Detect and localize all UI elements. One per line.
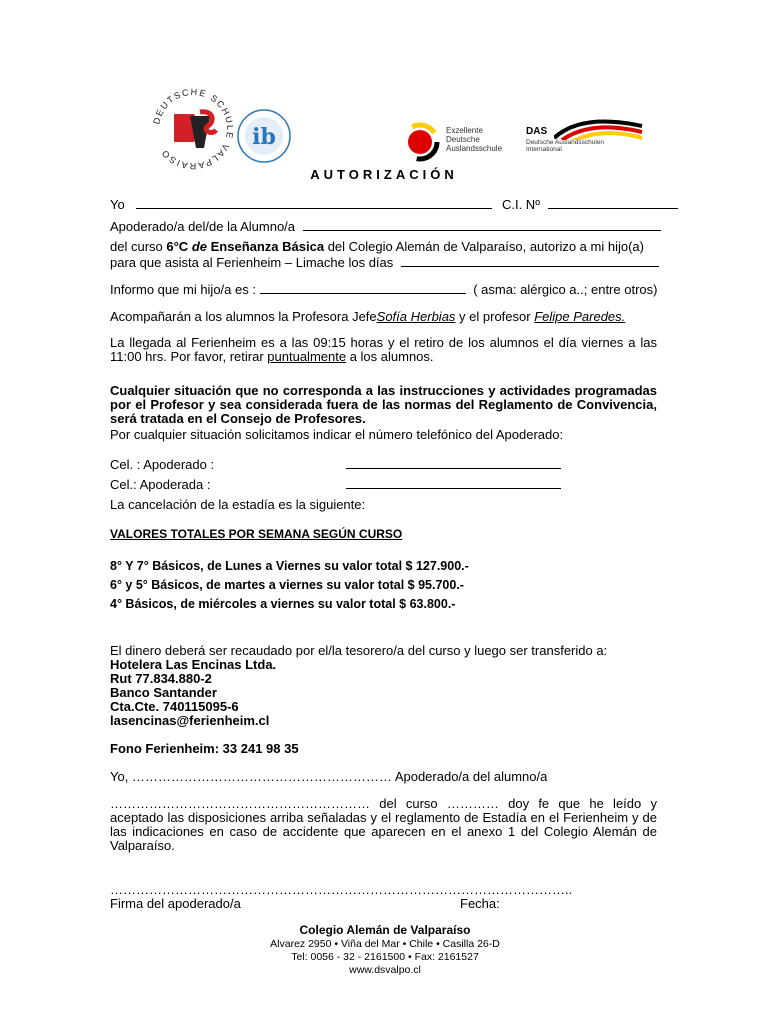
ib-logo: [236, 108, 292, 164]
cel-apoderado-row: [110, 456, 561, 472]
ib-mark: ib: [252, 124, 276, 150]
ci-label: C.I. Nº: [501, 197, 540, 212]
dias-field[interactable]: [401, 254, 659, 267]
footer-name: Colegio Alemán de Valparaíso: [299, 923, 471, 937]
exzellente-line: Deutsche: [446, 135, 480, 144]
cancelacion-text: La cancelación de la estadía es la siguiente:: [110, 497, 366, 512]
das-line: Deutsche Auslandsschulen: [526, 139, 605, 146]
exzellente-line: Auslandsschule: [446, 144, 503, 153]
acomp-mid: y el profesor: [459, 309, 531, 324]
cel-apoderada-label: Cel.: Apoderada :: [110, 477, 211, 492]
curso-de: de: [191, 239, 207, 254]
payment-intro: El dinero deberá ser recaudado por el/la tesorero/a del curso y luego ser transferido a:: [110, 643, 608, 658]
payment-account: Cta.Cte. 740115095-6: [110, 699, 239, 714]
price-item: 6° y 5° Básicos, de martes a viernes su valor total $ 95.700.-: [110, 578, 464, 592]
yo-label: Yo: [110, 197, 125, 212]
profesora-name: Sofía Herbias: [376, 309, 456, 324]
deutsche-schule-logo: [150, 86, 236, 172]
apoderado-row: [110, 218, 661, 234]
asista-text: para que asista al Ferienheim – Limache los días: [110, 255, 394, 270]
payment-phone: Fono Ferienheim: 33 241 98 35: [110, 741, 299, 756]
llegada-end: a los alumnos.: [349, 349, 434, 364]
apoderado-label: Apoderado/a del/de la Alumno/a: [110, 219, 296, 234]
llegada-underlined: puntualmente: [267, 349, 347, 364]
situacion-bold: Cualquier situación que no corresponda a las instrucciones y actividades programadas por el Profesor y sea considerada fuera de las normas del Reglamento de Convivencia, será tratada en el Consejo de Profesores.: [110, 383, 657, 426]
document-title: AUTORIZACIÓN: [310, 167, 458, 182]
price-item: 8° Y 7° Básicos, de Lunes a Viernes su valor total $ 127.900.-: [110, 559, 469, 573]
payment-rut: Rut 77.834.880-2: [110, 671, 212, 686]
footer-address: Alvarez 2950 • Viña del Mar • Chile • Casilla 26-D: [270, 938, 500, 950]
payment-email: lasencinas@ferienheim.cl: [110, 713, 270, 728]
cel-apoderado-label: Cel. : Apoderado :: [110, 457, 215, 472]
curso-text: del curso: [110, 239, 163, 254]
name-field[interactable]: [136, 196, 492, 209]
exzellente-line: Exzellente: [446, 126, 483, 135]
acomp-text: Acompañarán a los alumnos la Profesora Jefe: [110, 309, 377, 324]
asista-row: [110, 254, 659, 270]
signature-dots: ……………………………………………………………………………………………..: [110, 882, 573, 897]
curso-ensenanza: Enseñanza Básica: [210, 239, 325, 254]
condicion-field[interactable]: [260, 281, 466, 294]
das-abbr: DAS: [526, 126, 548, 137]
informo-text: Informo que mi hijo/a es :: [110, 282, 256, 297]
das-logo: [526, 118, 621, 160]
footer-tel: Tel: 0056 - 32 - 2161500 • Fax: 2161527: [291, 951, 479, 963]
informo-post: ( asma: alérgico a..; entre otros): [473, 282, 658, 297]
declaration-yo: Yo, …………………………………………………… Apoderado/a del alumno/a: [110, 769, 548, 784]
payment-bank: Banco Santander: [110, 685, 217, 700]
payment-company: Hotelera Las Encinas Ltda.: [110, 657, 277, 672]
declaration-paragraph: …………………………………………………… del curso ………… doy fe que he leído y aceptado las disposiciones arriba señaladas y el reglamento de Estadía en el Ferienheim y de las indicaciones en caso de accidente que aparecen en el anexo 1 del Colegio Alemán de Valparaíso.: [110, 796, 657, 853]
cel-apoderada-field[interactable]: [346, 476, 561, 489]
acomp-row: [110, 309, 625, 324]
profesor-name: Felipe Paredes.: [534, 309, 626, 324]
curso-post: del Colegio Alemán de Valparaíso, autorizo a mi hijo(a): [327, 239, 644, 254]
ci-field[interactable]: [548, 196, 678, 209]
ds-ring-text: DEUTSCHE SCHULE VALPARAISO: [151, 86, 236, 172]
informo-row: [110, 281, 657, 297]
footer-web: www.dsvalpo.cl: [349, 964, 421, 976]
student-name-field[interactable]: [303, 218, 661, 231]
yo-row: [110, 196, 678, 212]
das-line: International: [526, 146, 562, 153]
llegada-text: La llegada al Ferienheim es a las 09:15 horas y el retiro de los alumnos el día viernes a las 11:00 hrs. Por favor, retirar: [110, 335, 657, 364]
curso-row: [110, 239, 644, 254]
curso-value: 6°C: [166, 239, 189, 254]
exzellente-logo: [400, 120, 525, 164]
llegada-paragraph: [110, 336, 657, 364]
prices-heading: VALORES TOTALES POR SEMANA SEGÚN CURSO: [110, 527, 403, 541]
fecha-label: Fecha:: [460, 896, 500, 911]
cel-apoderado-field[interactable]: [346, 456, 561, 469]
footer: [250, 922, 520, 977]
price-item: 4° Básicos, de miércoles a viernes su valor total $ 63.800.-: [110, 597, 456, 611]
situacion-normal: Por cualquier situación solicitamos indicar el número telefónico del Apoderado:: [110, 427, 564, 442]
cel-apoderada-row: [110, 476, 561, 492]
firma-label: Firma del apoderado/a: [110, 896, 241, 911]
